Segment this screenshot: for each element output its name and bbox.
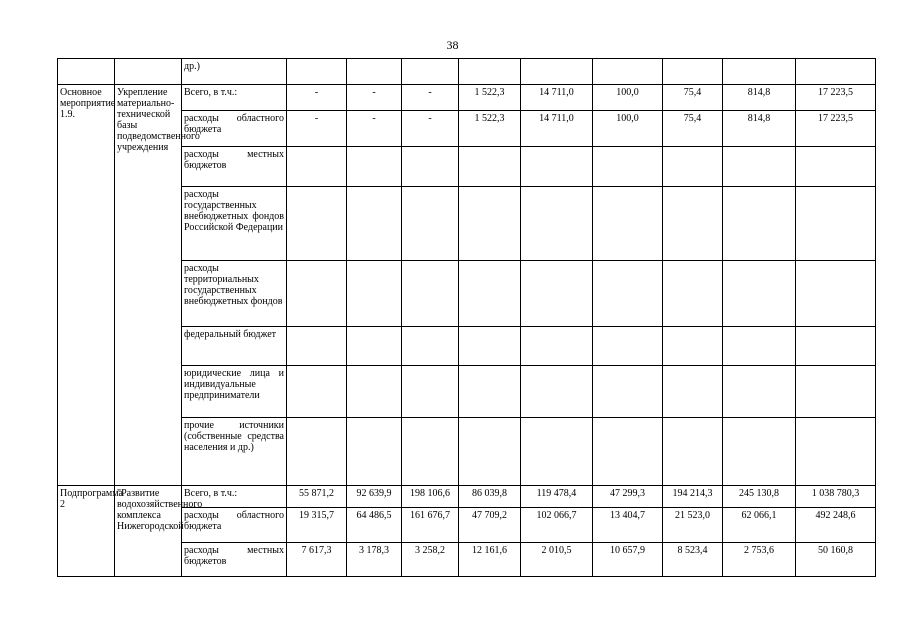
- value-cell: -: [347, 111, 402, 147]
- value-cell: 14 711,0: [521, 85, 593, 111]
- value-cell: [796, 147, 876, 187]
- measure-description: Укрепление материально-технической базы подведомственного учреждения: [115, 85, 182, 486]
- value-cell: 100,0: [593, 111, 663, 147]
- value-cell: 7 617,3: [287, 543, 347, 577]
- value-cell: [459, 327, 521, 366]
- value-cell: [521, 147, 593, 187]
- value-cell: 1 522,3: [459, 85, 521, 111]
- value-cell: 13 404,7: [593, 508, 663, 543]
- value-cell: [402, 147, 459, 187]
- value-cell: [347, 418, 402, 486]
- value-cell: [796, 59, 876, 85]
- value-cell: [459, 261, 521, 327]
- row-label: расходы местных бюджетов: [182, 543, 287, 577]
- measure-name: Подпрограмма 2: [58, 486, 115, 577]
- value-cell: 75,4: [663, 85, 723, 111]
- value-cell: [593, 147, 663, 187]
- value-cell: -: [402, 85, 459, 111]
- value-cell: [521, 187, 593, 261]
- value-cell: 17 223,5: [796, 85, 876, 111]
- value-cell: [521, 59, 593, 85]
- value-cell: [459, 59, 521, 85]
- value-cell: 3 178,3: [347, 543, 402, 577]
- value-cell: 119 478,4: [521, 486, 593, 508]
- value-cell: [593, 187, 663, 261]
- value-cell: [459, 187, 521, 261]
- value-cell: [287, 366, 347, 418]
- value-cell: [347, 261, 402, 327]
- value-cell: 3 258,2: [402, 543, 459, 577]
- value-cell: [723, 59, 796, 85]
- row-label: юридические лица и индивидуальные предприниматели: [182, 366, 287, 418]
- value-cell: [663, 147, 723, 187]
- value-cell: [796, 327, 876, 366]
- value-cell: [663, 59, 723, 85]
- value-cell: [593, 327, 663, 366]
- value-cell: [663, 366, 723, 418]
- value-cell: 1 038 780,3: [796, 486, 876, 508]
- value-cell: [459, 366, 521, 418]
- value-cell: [593, 59, 663, 85]
- value-cell: [402, 366, 459, 418]
- value-cell: 55 871,2: [287, 486, 347, 508]
- value-cell: 14 711,0: [521, 111, 593, 147]
- value-cell: 10 657,9: [593, 543, 663, 577]
- value-cell: -: [347, 85, 402, 111]
- value-cell: [593, 418, 663, 486]
- value-cell: 2 753,6: [723, 543, 796, 577]
- value-cell: [402, 59, 459, 85]
- row-label: Всего, в т.ч.:: [182, 486, 287, 508]
- row-label: расходы территориальных государственных внебюджетных фондов: [182, 261, 287, 327]
- value-cell: 102 066,7: [521, 508, 593, 543]
- row-label: расходы областного бюджета: [182, 508, 287, 543]
- value-cell: [287, 147, 347, 187]
- value-cell: [796, 187, 876, 261]
- value-cell: [723, 261, 796, 327]
- value-cell: 47 299,3: [593, 486, 663, 508]
- value-cell: [402, 418, 459, 486]
- value-cell: 64 486,5: [347, 508, 402, 543]
- value-cell: 19 315,7: [287, 508, 347, 543]
- value-cell: [521, 261, 593, 327]
- value-cell: 2 010,5: [521, 543, 593, 577]
- value-cell: [347, 147, 402, 187]
- value-cell: [459, 147, 521, 187]
- value-cell: 492 248,6: [796, 508, 876, 543]
- value-cell: [287, 327, 347, 366]
- value-cell: [663, 327, 723, 366]
- value-cell: [723, 147, 796, 187]
- value-cell: [402, 327, 459, 366]
- value-cell: 194 214,3: [663, 486, 723, 508]
- value-cell: 12 161,6: [459, 543, 521, 577]
- row-label: расходы областного бюджета: [182, 111, 287, 147]
- empty-cell: [115, 59, 182, 85]
- value-cell: [796, 418, 876, 486]
- value-cell: [723, 418, 796, 486]
- value-cell: 100,0: [593, 85, 663, 111]
- value-cell: 8 523,4: [663, 543, 723, 577]
- value-cell: [663, 261, 723, 327]
- value-cell: [521, 327, 593, 366]
- value-cell: 50 160,8: [796, 543, 876, 577]
- table-row: [58, 85, 876, 111]
- page-number: 38: [446, 38, 459, 52]
- table-row: [58, 59, 876, 85]
- value-cell: 86 039,8: [459, 486, 521, 508]
- value-cell: [521, 418, 593, 486]
- value-cell: 814,8: [723, 111, 796, 147]
- value-cell: -: [287, 85, 347, 111]
- value-cell: [796, 261, 876, 327]
- value-cell: [402, 187, 459, 261]
- budget-table: [57, 58, 876, 577]
- row-label: расходы местных бюджетов: [182, 147, 287, 187]
- value-cell: 814,8: [723, 85, 796, 111]
- measure-description: "Развитие водохозяйственного комплекса Нижегородской: [115, 486, 182, 577]
- value-cell: [521, 366, 593, 418]
- value-cell: 17 223,5: [796, 111, 876, 147]
- value-cell: [287, 261, 347, 327]
- row-label: расходы государственных внебюджетных фондов Российской Федерации: [182, 187, 287, 261]
- value-cell: 161 676,7: [402, 508, 459, 543]
- value-cell: [593, 261, 663, 327]
- value-cell: 245 130,8: [723, 486, 796, 508]
- value-cell: [347, 366, 402, 418]
- value-cell: [796, 366, 876, 418]
- value-cell: [347, 327, 402, 366]
- value-cell: [723, 327, 796, 366]
- value-cell: [723, 366, 796, 418]
- value-cell: 198 106,6: [402, 486, 459, 508]
- row-label: др.): [182, 59, 287, 85]
- value-cell: [287, 418, 347, 486]
- value-cell: [402, 261, 459, 327]
- value-cell: [287, 59, 347, 85]
- value-cell: -: [402, 111, 459, 147]
- value-cell: [663, 418, 723, 486]
- value-cell: 92 639,9: [347, 486, 402, 508]
- value-cell: 75,4: [663, 111, 723, 147]
- value-cell: [663, 187, 723, 261]
- row-label: прочие источники (собственные средства населения и др.): [182, 418, 287, 486]
- value-cell: [723, 187, 796, 261]
- value-cell: 62 066,1: [723, 508, 796, 543]
- row-label: Всего, в т.ч.:: [182, 85, 287, 111]
- value-cell: 47 709,2: [459, 508, 521, 543]
- value-cell: [287, 187, 347, 261]
- value-cell: 21 523,0: [663, 508, 723, 543]
- table-row: [58, 486, 876, 508]
- measure-name: Основное мероприятие 1.9.: [58, 85, 115, 486]
- value-cell: [347, 187, 402, 261]
- value-cell: [459, 418, 521, 486]
- row-label: федеральный бюджет: [182, 327, 287, 366]
- value-cell: [347, 59, 402, 85]
- empty-cell: [58, 59, 115, 85]
- value-cell: -: [287, 111, 347, 147]
- value-cell: [593, 366, 663, 418]
- value-cell: 1 522,3: [459, 111, 521, 147]
